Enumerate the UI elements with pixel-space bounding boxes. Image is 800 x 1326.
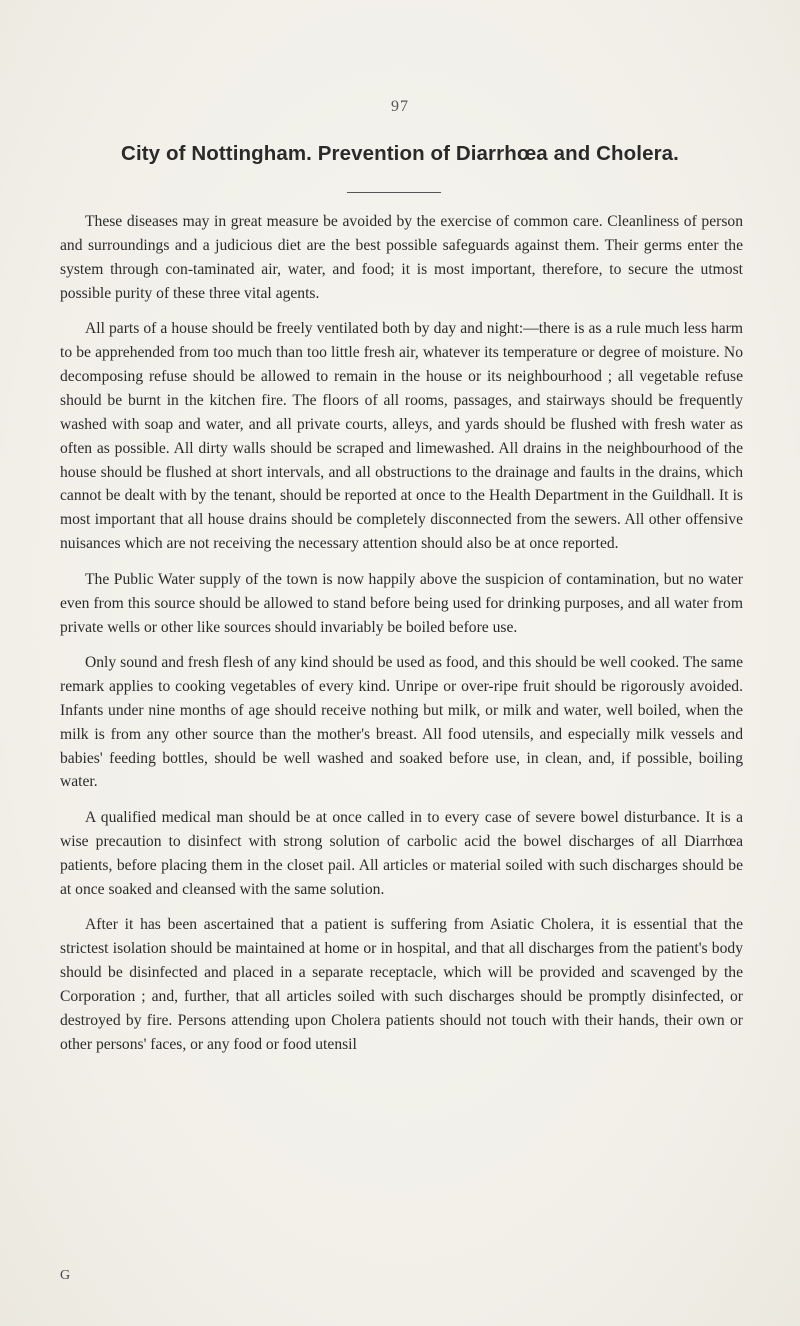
paragraph-1: These diseases may in great measure be avoided by the exercise of common care. Cleanliness of person and surroundings and a judicious diet are the best possible safeguards against them. Their germs enter the system through con-taminated air, water, and food; it is most important, therefore, to secure the utmost possible purity of these three vital agents. <box>60 213 743 302</box>
paragraph-5: A qualified medical man should be at once called in to every case of severe bowel disturbance. It is a wise precaution to disinfect with strong solution of carbolic acid the bowel discharges of all Diarrhœa patients, before placing them in the closet pail. All articles or material soiled with such discharges should be at once soaked and cleansed with the same solution. <box>60 808 743 898</box>
title-divider <box>347 192 441 193</box>
page-number: 97 <box>391 98 409 115</box>
paragraph-3: The Public Water supply of the town is now happily above the suspicion of contamination, but no water even from this source should be allowed to stand before being used for drinking purposes, and all water from private wells or other like sources should invariably be boiled before use. <box>60 570 743 636</box>
paragraph-2: All parts of a house should be freely ventilated both by day and night:—there is as a rule much less harm to be apprehended from too much than too little fresh air, whatever its temperature or degree of moisture. No decomposing refuse should be allowed to remain in the house or its neighbourhood ; all vegetable refuse should be burnt in the kitchen fire. The floors of all rooms, passages, and stairways should be frequently washed with soap and water, and all private courts, alleys, and yards should be flushed with fresh water as often as possible. All dirty walls should be scraped and limewashed. All drains in the neighbourhood of the house should be flushed at short intervals, and all obstructions to the drainage and faults in the drains, which cannot be dealt with by the tenant, should be reported at once to the Health Department in the Guildhall. It is most important that all house drains should be completely disconnected from the sewers. All other offensive nuisances which are not receiving the necessary attention should also be at once reported. <box>60 320 743 553</box>
paragraph-6: After it has been ascertained that a patient is suffering from Asiatic Cholera, it is essential that the strictest isolation should be maintained at home or in hospital, and that all discharges from the patient's body should be disinfected and placed in a separate receptacle, which will be provided and scavenged by the Corporation ; and, further, that all articles soiled with such discharges should be promptly disinfected, or destroyed by fire. Persons attending upon Cholera patients should not touch with their hands, their own or other persons' faces, or any food or food utensil <box>60 915 743 1053</box>
signature-mark: G <box>60 1268 71 1283</box>
paragraph-4: Only sound and fresh flesh of any kind should be used as food, and this should be well cooked. The same remark applies to cooking vegetables of every kind. Unripe or over-ripe fruit should be rigorously avoided. Infants under nine months of age should receive nothing but milk, or milk and water, well boiled, when the milk is from any other source than the mother's breast. All food utensils, and especially milk vessels and babies' feeding bottles, should be well washed and soaked before use, in clean, and, if possible, boiling water. <box>60 653 743 791</box>
body-text <box>60 210 743 1068</box>
page-title: City of Nottingham. Prevention of Diarrhœa and Cholera. <box>121 142 679 165</box>
